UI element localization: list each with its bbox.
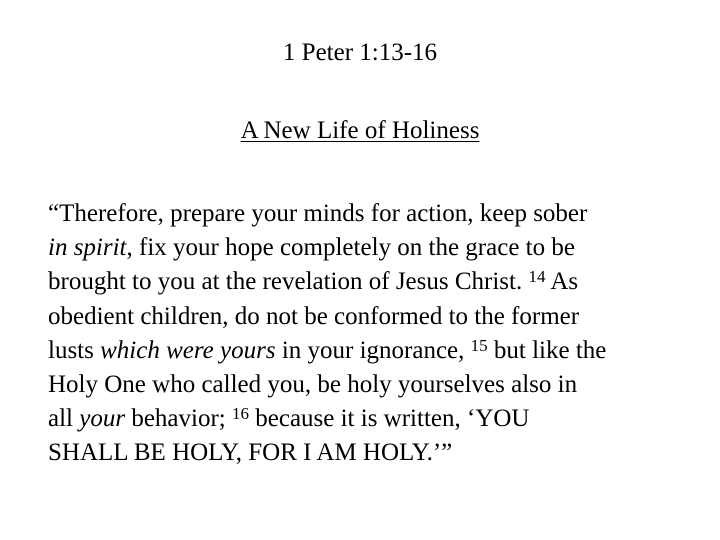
passage-text: lusts (48, 336, 101, 364)
scripture-reference: 1 Peter 1:13-16 (282, 39, 438, 66)
italic-phrase: your (79, 405, 126, 433)
scripture-passage (48, 197, 713, 471)
passage-text: in your ignorance, (275, 336, 471, 364)
passage-line-1: “Therefore, prepare your minds for action, keep sober (48, 200, 588, 227)
passage-line-2 (48, 231, 713, 265)
passage-text: all (48, 405, 80, 433)
passage-line-3 (48, 265, 713, 299)
passage-text: As (545, 268, 579, 296)
passage-line-7 (48, 402, 713, 436)
italic-phrase: in spirit (48, 234, 127, 262)
passage-line-6: Holy One who called you, be holy yourselves also in (48, 371, 578, 399)
passage-text: because it is written, ‘YOU (249, 405, 530, 433)
passage-text: , fix your hope completely on the grace to be (126, 234, 575, 262)
passage-line-4: obedient children, do not be conformed to the former (48, 302, 580, 330)
passage-text: brought to you at the revelation of Jesus Christ. (48, 268, 529, 296)
passage-line-5 (48, 334, 713, 368)
passage-text: behavior; (125, 405, 232, 433)
verse-number: 15 (470, 335, 488, 355)
verse-number: 16 (232, 404, 249, 424)
passage-line-8: SHALL BE HOLY, FOR I AM HOLY.’” (48, 439, 453, 467)
verse-number: 14 (528, 267, 546, 287)
slide-heading (0, 116, 720, 146)
heading-text: A New Life of Holiness (240, 117, 480, 144)
italic-phrase: which were yours (100, 336, 276, 364)
passage-text: but like the (487, 336, 607, 364)
